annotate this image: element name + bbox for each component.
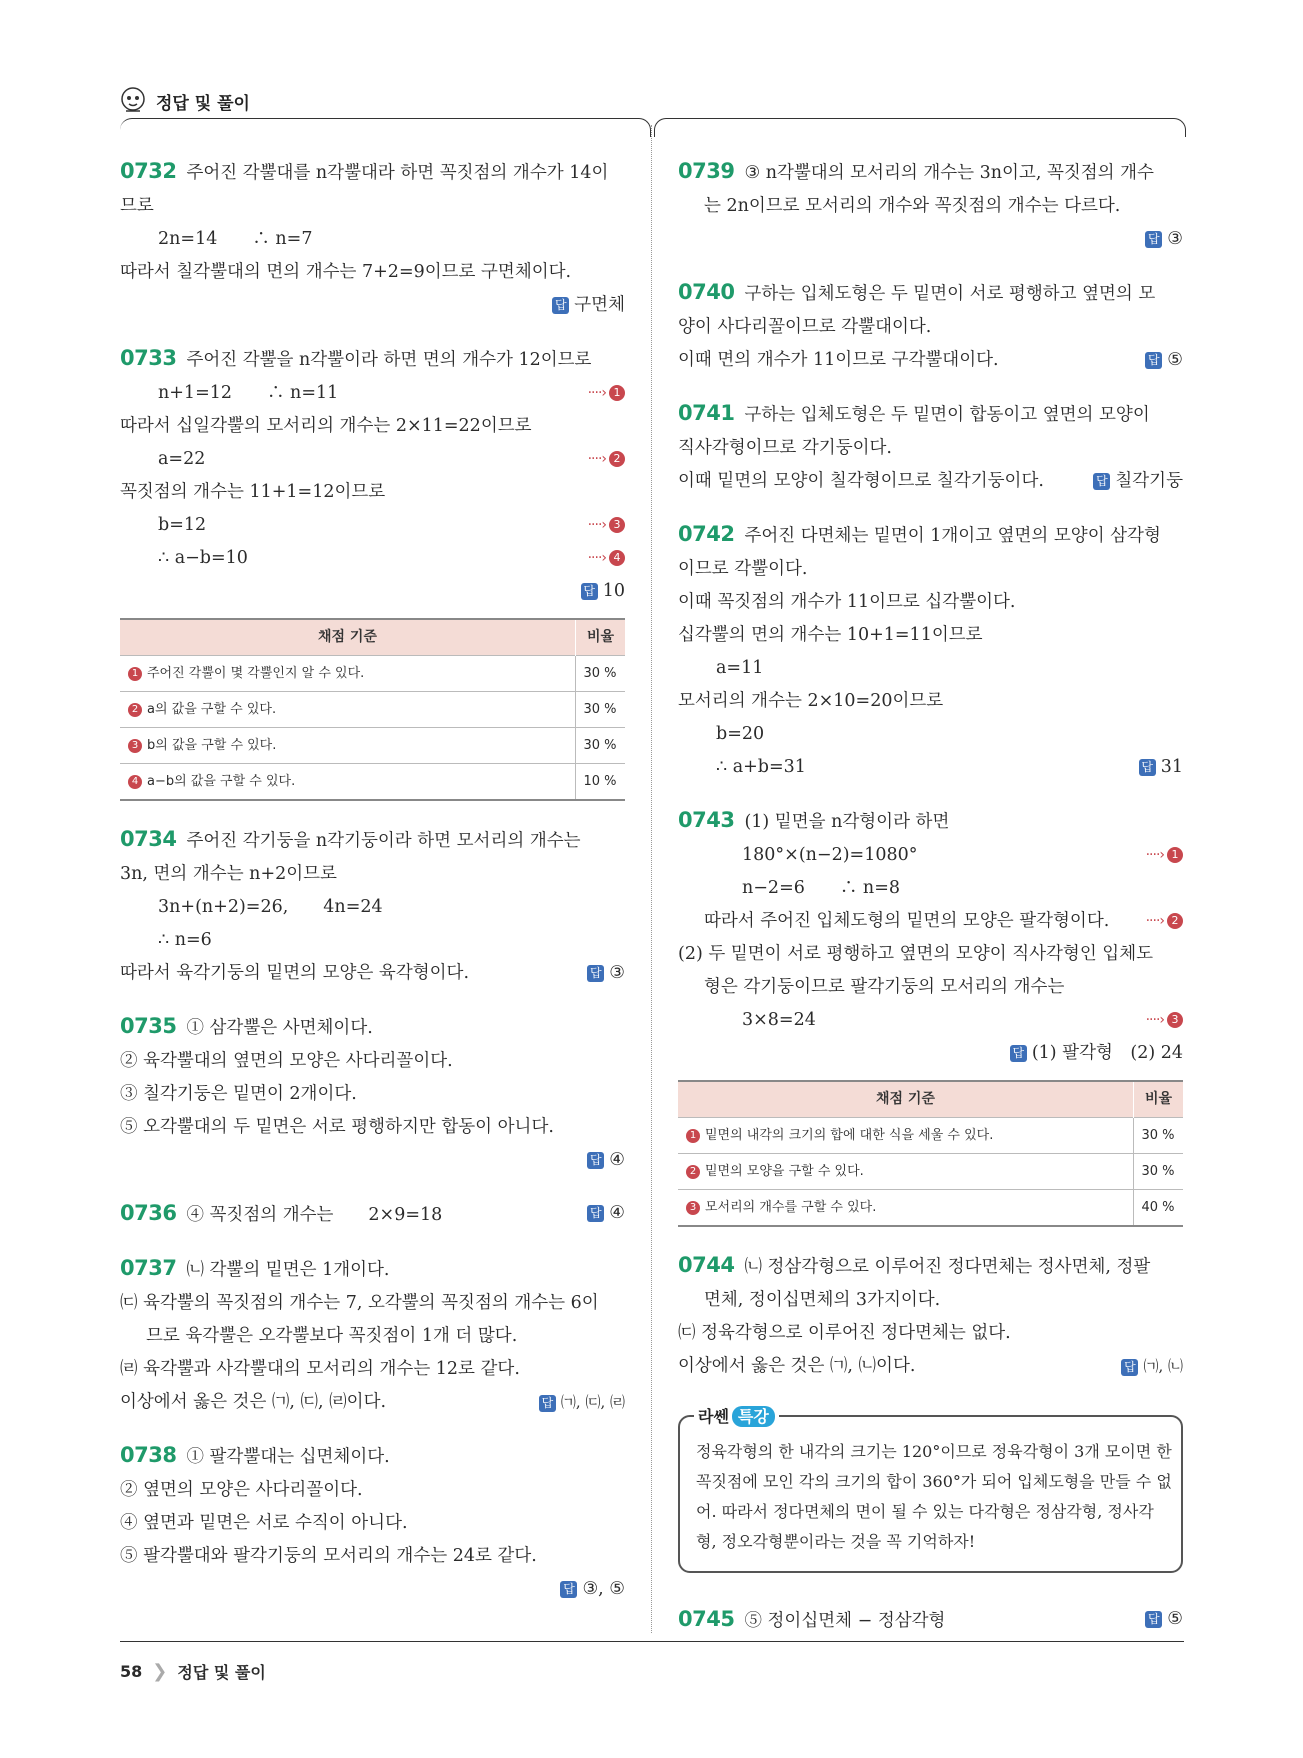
answer-icon: 답 bbox=[1145, 231, 1162, 248]
mascot-icon bbox=[118, 86, 148, 116]
scoring-table bbox=[678, 1080, 1183, 1227]
problem-0737 bbox=[120, 1252, 625, 1419]
solution-line: a=22 bbox=[158, 449, 206, 469]
solution-line: ∴ n=6 bbox=[158, 930, 212, 950]
answer-icon: 답 bbox=[539, 1395, 556, 1412]
solution-line: 므로 bbox=[120, 196, 154, 216]
solution-line: 형은 각기둥이므로 팔각기둥의 모서리의 개수는 bbox=[704, 977, 1065, 997]
step-marker: ····› 2 bbox=[1146, 905, 1183, 938]
step-marker: ····› 1 bbox=[1146, 839, 1183, 872]
problem-number: 0740 bbox=[678, 280, 735, 304]
solution-line: ② 육각뿔대의 옆면의 모양은 사다리꼴이다. bbox=[120, 1051, 453, 1071]
table-row: 2 a의 값을 구할 수 있다. 30 % bbox=[120, 692, 625, 728]
solution-line: 2n=14 ∴ n=7 bbox=[158, 229, 313, 249]
problem-number: 0736 bbox=[120, 1201, 177, 1225]
solution-line: 주어진 각뿔대를 n각뿔대라 하면 꼭짓점의 개수가 14이 bbox=[186, 163, 609, 183]
solution-line: 180°×(n−2)=1080° bbox=[742, 845, 918, 865]
right-column bbox=[678, 155, 1183, 1658]
solution-line: ⑤ 팔각뿔대와 팔각기둥의 모서리의 개수는 24로 같다. bbox=[120, 1546, 537, 1566]
tip-line: 어. 따라서 정다면체의 면이 될 수 있는 다각형은 정삼각형, 정사각 bbox=[696, 1502, 1154, 1521]
page-number: 58 bbox=[120, 1662, 143, 1681]
solution-line: ③ n각뿔대의 모서리의 개수는 3n이고, 꼭짓점의 개수 bbox=[744, 163, 1154, 183]
solution-line: ㈂ 정육각형으로 이루어진 정다면체는 없다. bbox=[678, 1323, 1011, 1343]
table-row: 3 b의 값을 구할 수 있다. 30 % bbox=[120, 728, 625, 764]
problem-number: 0738 bbox=[120, 1443, 177, 1467]
header-title: 정답 및 풀이 bbox=[156, 93, 250, 114]
solution-line: 구하는 입체도형은 두 밑면이 합동이고 옆면의 모양이 bbox=[744, 405, 1150, 425]
problem-number: 0737 bbox=[120, 1256, 177, 1280]
tip-line: 정육각형의 한 내각의 크기는 120°이므로 정육각형이 3개 모이면 한 bbox=[696, 1442, 1172, 1461]
tip-label: 라쎈 특강 bbox=[694, 1402, 779, 1432]
answer: 답 칠각기둥 bbox=[1093, 465, 1183, 498]
problem-number: 0735 bbox=[120, 1014, 177, 1038]
solution-line: ③ 칠각기둥은 밑면이 2개이다. bbox=[120, 1084, 357, 1104]
solution-line: 따라서 십일각뿔의 모서리의 개수는 2×11=22이므로 bbox=[120, 416, 532, 436]
solution-line: ⑤ 오각뿔대의 두 밑면은 서로 평행하지만 합동이 아니다. bbox=[120, 1117, 554, 1137]
problem-number: 0744 bbox=[678, 1253, 735, 1277]
tip-line: 꼭짓점에 모인 각의 크기의 합이 360°가 되어 입체도형을 만들 수 없 bbox=[696, 1472, 1172, 1491]
scoring-table bbox=[120, 618, 625, 801]
solution-line: 3×8=24 bbox=[742, 1010, 816, 1030]
problem-0734 bbox=[120, 823, 625, 990]
answer-icon: 답 bbox=[560, 1581, 577, 1598]
answer: 답 ⑤ bbox=[1145, 344, 1183, 377]
answer: 답 구면체 bbox=[120, 289, 625, 322]
problem-0735 bbox=[120, 1010, 625, 1177]
problem-number: 0734 bbox=[120, 827, 177, 851]
solution-line: 따라서 칠각뿔대의 면의 개수는 7+2=9이므로 구면체이다. bbox=[120, 262, 572, 282]
page-footer bbox=[120, 1660, 266, 1683]
solution-line: 꼭짓점의 개수는 11+1=12이므로 bbox=[120, 482, 386, 502]
problem-number: 0745 bbox=[678, 1607, 735, 1631]
step-marker: ····› 3 bbox=[588, 509, 625, 542]
answer-icon: 답 bbox=[552, 297, 569, 314]
solution-line: 므로 육각뿔은 오각뿔보다 꼭짓점이 1개 더 많다. bbox=[146, 1326, 518, 1346]
solution-line: 는 2n이므로 모서리의 개수와 꼭짓점의 개수는 다르다. bbox=[704, 196, 1121, 216]
solution-line: 양이 사다리꼴이므로 각뿔대이다. bbox=[678, 317, 932, 337]
problem-0732 bbox=[120, 155, 625, 322]
answer-icon: 답 bbox=[1145, 352, 1162, 369]
solution-line: 3n+(n+2)=26, 4n=24 bbox=[158, 897, 383, 917]
solution-line: 3n, 면의 개수는 n+2이므로 bbox=[120, 864, 337, 884]
problem-number: 0739 bbox=[678, 159, 735, 183]
problem-0744 bbox=[678, 1249, 1183, 1383]
table-row: 1 밑면의 내각의 크기의 합에 대한 식을 세울 수 있다. 30 % bbox=[678, 1118, 1183, 1154]
solution-line: 따라서 주어진 입체도형의 밑면의 모양은 팔각형이다. bbox=[704, 911, 1110, 931]
problem-0745 bbox=[678, 1603, 1183, 1638]
answer: 답 ㈀, ㈁ bbox=[1121, 1350, 1183, 1383]
answer: 답 ③ bbox=[678, 223, 1183, 256]
problem-0733 bbox=[120, 342, 625, 801]
problem-0742 bbox=[678, 518, 1183, 784]
table-row: 1 주어진 각뿔이 몇 각뿔인지 알 수 있다. 30 % bbox=[120, 656, 625, 692]
solution-line: ㈃ 육각뿔과 사각뿔대의 모서리의 개수는 12로 같다. bbox=[120, 1359, 520, 1379]
right-column-frame bbox=[654, 118, 1186, 137]
chevron-right-icon: ❯ bbox=[152, 1661, 168, 1682]
problem-number: 0742 bbox=[678, 522, 735, 546]
answer: 답 ㈀, ㈂, ㈃ bbox=[539, 1386, 625, 1419]
solution-line: ㈁ 정삼각형으로 이루어진 정다면체는 정사면체, 정팔 bbox=[744, 1257, 1151, 1277]
problem-0739 bbox=[678, 155, 1183, 256]
answer-icon: 답 bbox=[1010, 1045, 1027, 1062]
step-marker: ····› 1 bbox=[588, 377, 625, 410]
step-marker: ····› 2 bbox=[588, 443, 625, 476]
answer-icon: 답 bbox=[581, 583, 598, 600]
solution-line: 이상에서 옳은 것은 ㈀, ㈁이다. bbox=[678, 1356, 916, 1376]
left-column-frame bbox=[120, 118, 651, 137]
solution-line: 면체, 정이십면체의 3가지이다. bbox=[704, 1290, 941, 1310]
solution-line: ⑤ 정이십면체 − 정삼각형 bbox=[744, 1611, 946, 1631]
answer: 답 ③, ⑤ bbox=[120, 1573, 625, 1606]
step-marker: ····› 3 bbox=[1146, 1004, 1183, 1037]
solution-line: ∴ a−b=10 bbox=[158, 548, 248, 568]
problem-number: 0733 bbox=[120, 346, 177, 370]
table-header: 비율 bbox=[576, 619, 626, 656]
solution-line: 모서리의 개수는 2×10=20이므로 bbox=[678, 691, 944, 711]
solution-line: ㈁ 각뿔의 밑면은 1개이다. bbox=[186, 1260, 390, 1280]
solution-line: b=12 bbox=[158, 515, 207, 535]
problem-number: 0741 bbox=[678, 401, 735, 425]
answer: 답 ③ bbox=[587, 957, 625, 990]
footer-rule bbox=[120, 1641, 1184, 1642]
solution-line: ① 삼각뿔은 사면체이다. bbox=[186, 1018, 373, 1038]
answer: 답 10 bbox=[120, 575, 625, 608]
solution-line: ④ 옆면과 밑면은 서로 수직이 아니다. bbox=[120, 1513, 408, 1533]
problem-number: 0732 bbox=[120, 159, 177, 183]
table-row: 3 모서리의 개수를 구할 수 있다. 40 % bbox=[678, 1190, 1183, 1227]
solution-line: 주어진 다면체는 밑면이 1개이고 옆면의 모양이 삼각형 bbox=[744, 526, 1161, 546]
solution-line: ④ 꼭짓점의 개수는 2×9=18 bbox=[186, 1205, 443, 1225]
solution-line: n−2=6 ∴ n=8 bbox=[742, 878, 900, 898]
problem-0738 bbox=[120, 1439, 625, 1606]
solution-line: 따라서 육각기둥의 밑면의 모양은 육각형이다. bbox=[120, 963, 470, 983]
solution-line: 직사각형이므로 각기둥이다. bbox=[678, 438, 892, 458]
solution-line: 이상에서 옳은 것은 ㈀, ㈂, ㈃이다. bbox=[120, 1392, 387, 1412]
solution-line: (2) 두 밑면이 서로 평행하고 옆면의 모양이 직사각형인 입체도 bbox=[678, 944, 1154, 964]
table-header: 채점 기준 bbox=[120, 619, 576, 656]
solution-line: 십각뿔의 면의 개수는 10+1=11이므로 bbox=[678, 625, 983, 645]
answer: 답 ④ bbox=[120, 1144, 625, 1177]
table-header: 채점 기준 bbox=[678, 1081, 1134, 1118]
solution-line: ① 팔각뿔대는 십면체이다. bbox=[186, 1447, 390, 1467]
solution-line: a=11 bbox=[716, 658, 764, 678]
answer: 답 (1) 팔각형 (2) 24 bbox=[678, 1037, 1183, 1070]
solution-line: ∴ a+b=31 bbox=[716, 757, 806, 777]
answer-icon: 답 bbox=[587, 965, 604, 982]
solution-line: (1) 밑면을 n각형이라 하면 bbox=[744, 812, 950, 832]
left-column bbox=[120, 155, 625, 1626]
answer: 답 ⑤ bbox=[1145, 1603, 1183, 1636]
answer-icon: 답 bbox=[587, 1205, 604, 1222]
answer-icon: 답 bbox=[1139, 759, 1156, 776]
answer-icon: 답 bbox=[1121, 1359, 1138, 1376]
solution-line: ② 옆면의 모양은 사다리꼴이다. bbox=[120, 1480, 363, 1500]
answer-icon: 답 bbox=[1145, 1611, 1162, 1628]
solution-line: 이때 밑면의 모양이 칠각형이므로 칠각기둥이다. bbox=[678, 471, 1044, 491]
problem-number: 0743 bbox=[678, 808, 735, 832]
answer-icon: 답 bbox=[587, 1152, 604, 1169]
answer: 답 ④ bbox=[587, 1197, 625, 1230]
problem-0743 bbox=[678, 804, 1183, 1227]
answer-icon: 답 bbox=[1093, 473, 1110, 490]
solution-line: 이때 꼭짓점의 개수가 11이므로 십각뿔이다. bbox=[678, 592, 1016, 612]
problem-0741 bbox=[678, 397, 1183, 498]
problem-0736 bbox=[120, 1197, 625, 1232]
solution-line: 이때 면의 개수가 11이므로 구각뿔대이다. bbox=[678, 350, 999, 370]
answer: 답 31 bbox=[1139, 751, 1183, 784]
solution-line: 구하는 입체도형은 두 밑면이 서로 평행하고 옆면의 모 bbox=[744, 284, 1156, 304]
solution-line: 주어진 각뿔을 n각뿔이라 하면 면의 개수가 12이므로 bbox=[186, 350, 592, 370]
footer-title: 정답 및 풀이 bbox=[177, 1663, 266, 1682]
problem-0740 bbox=[678, 276, 1183, 377]
table-header: 비율 bbox=[1134, 1081, 1184, 1118]
page-header bbox=[118, 86, 250, 116]
tip-box bbox=[678, 1407, 1183, 1573]
table-row: 2 밑면의 모양을 구할 수 있다. 30 % bbox=[678, 1154, 1183, 1190]
solution-line: n+1=12 ∴ n=11 bbox=[158, 383, 339, 403]
tip-line: 형, 정오각형뿐이라는 것을 꼭 기억하자! bbox=[696, 1532, 976, 1551]
solution-line: 이므로 각뿔이다. bbox=[678, 559, 808, 579]
solution-line: 주어진 각기둥을 n각기둥이라 하면 모서리의 개수는 bbox=[186, 831, 581, 851]
column-divider bbox=[651, 125, 652, 1633]
table-row: 4 a−b의 값을 구할 수 있다. 10 % bbox=[120, 764, 625, 801]
step-marker: ····› 4 bbox=[588, 542, 625, 575]
solution-line: ㈂ 육각뿔의 꼭짓점의 개수는 7, 오각뿔의 꼭짓점의 개수는 6이 bbox=[120, 1293, 599, 1313]
solution-line: b=20 bbox=[716, 724, 765, 744]
